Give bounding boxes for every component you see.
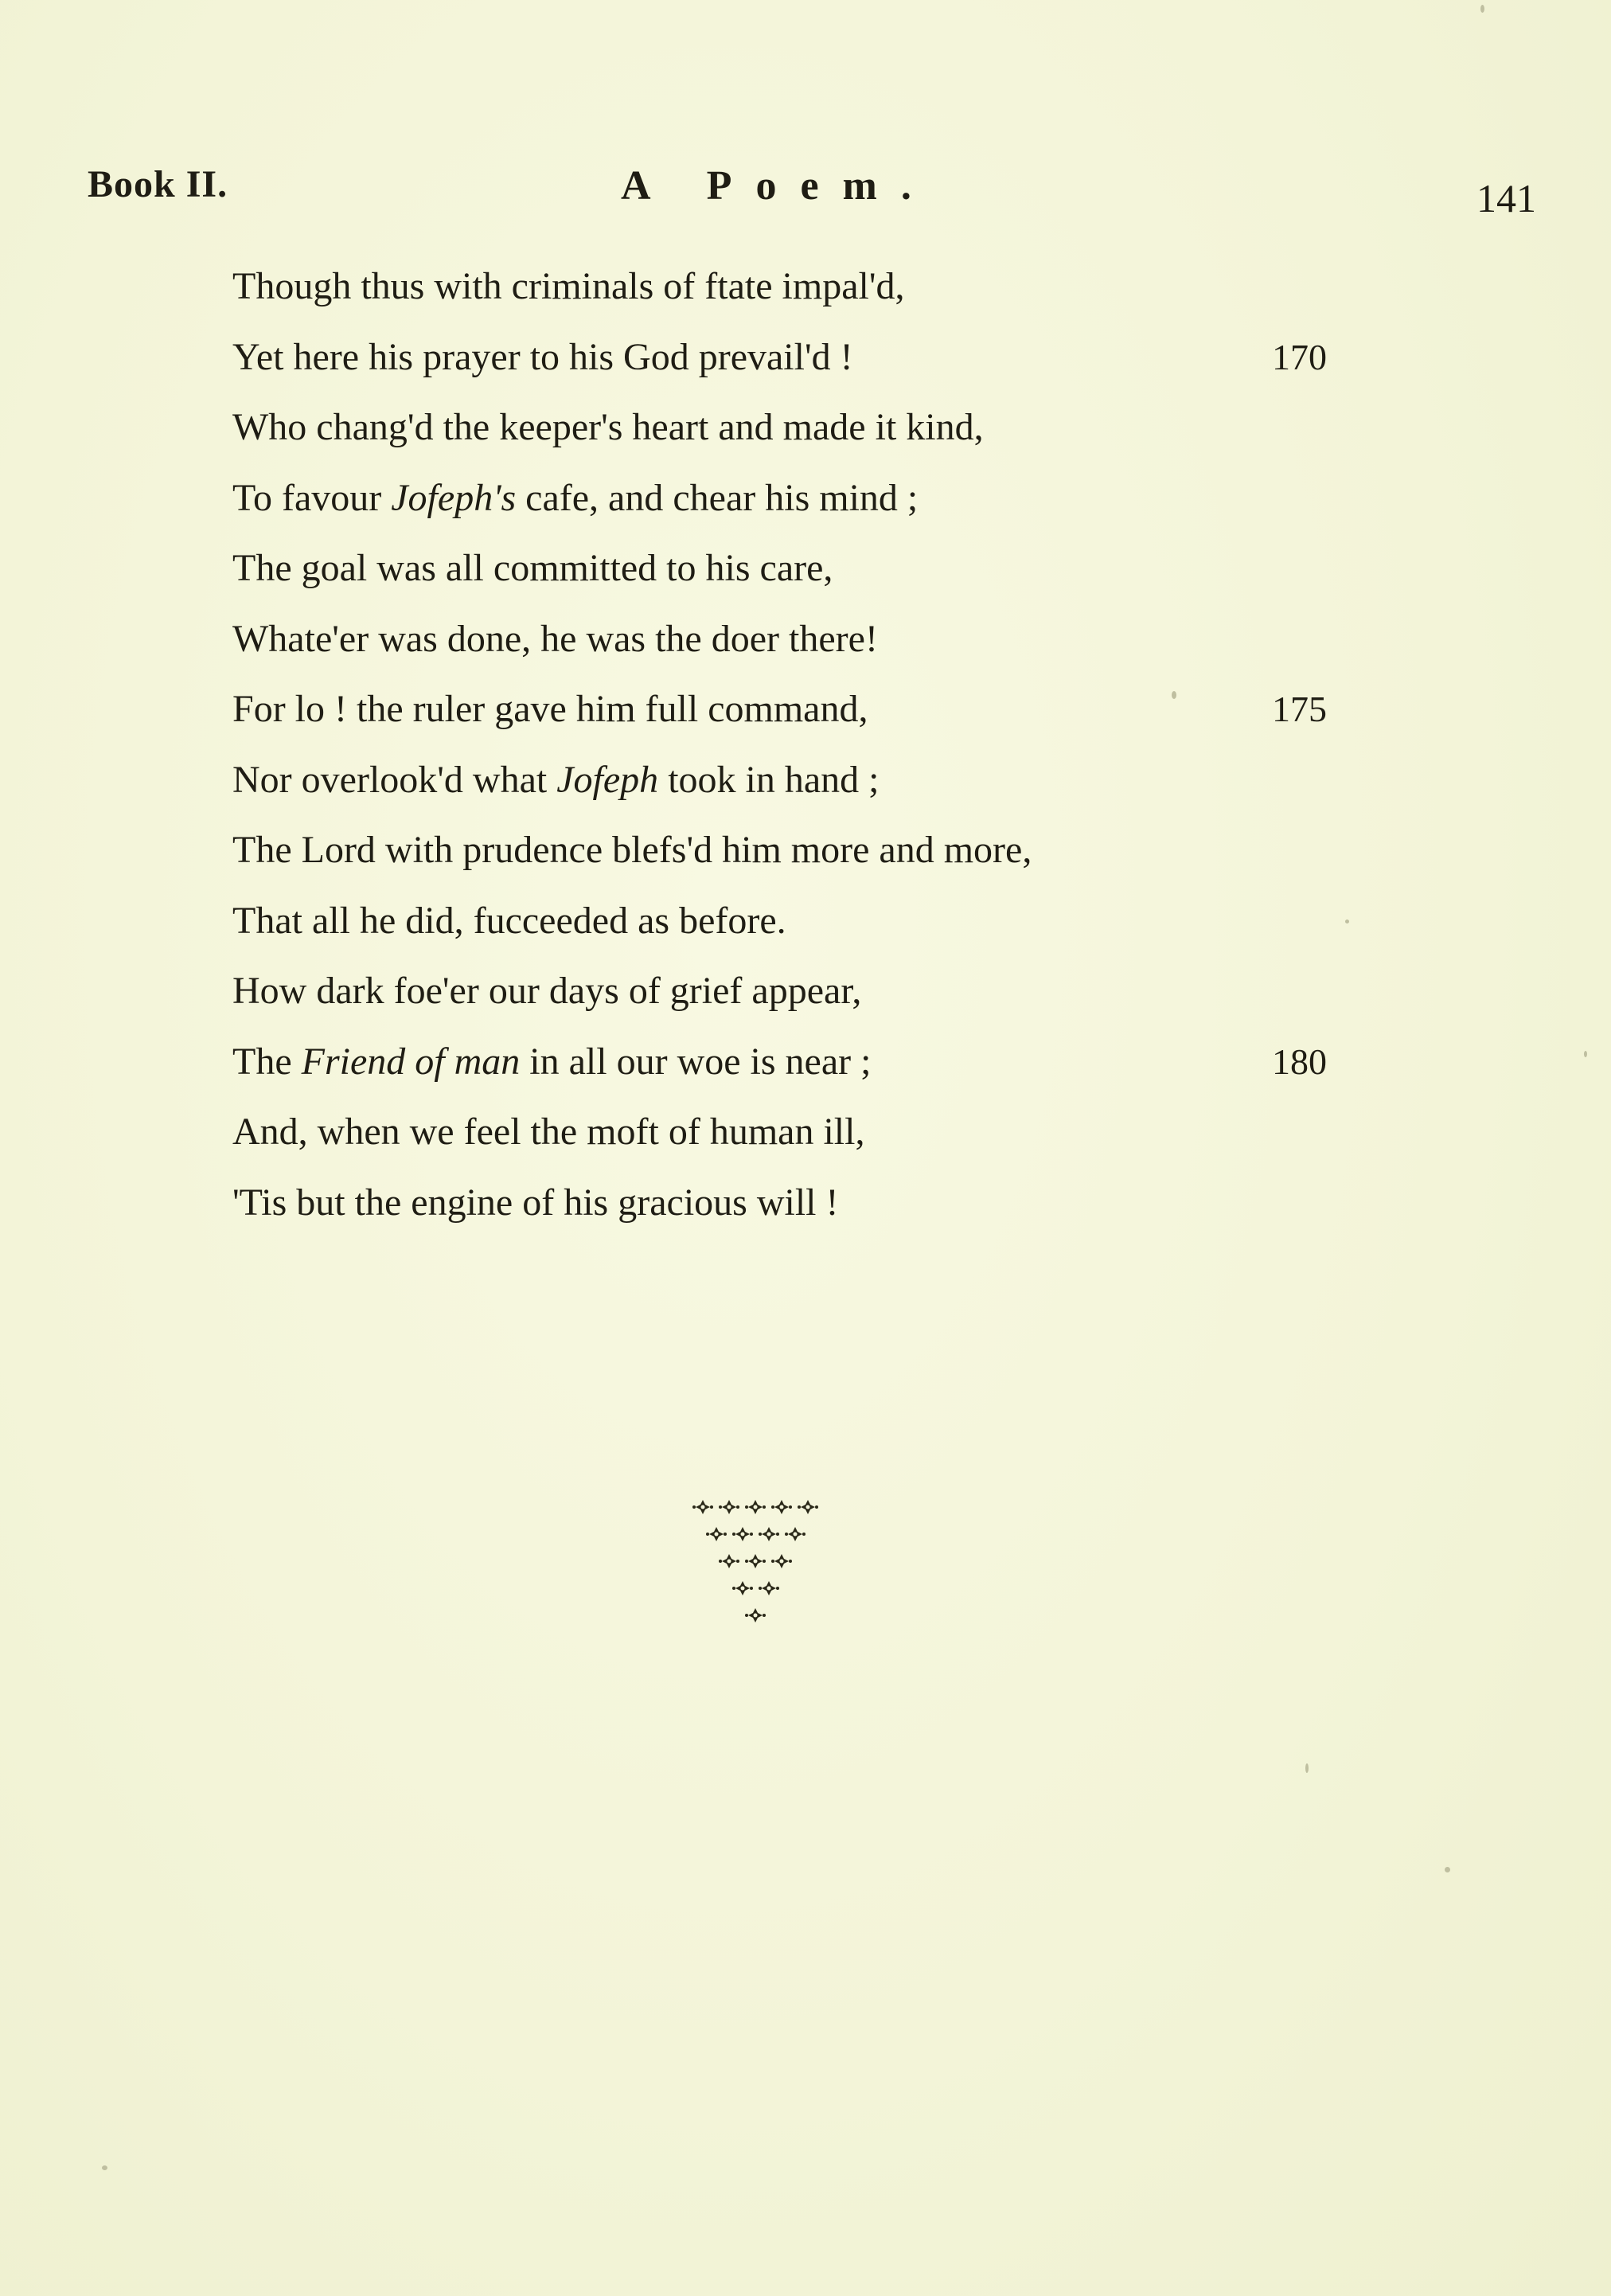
line-text-italic: Jofeph (556, 758, 659, 801)
book-label: Book II. (88, 163, 228, 205)
poem-line (232, 886, 1442, 957)
poem-text (232, 252, 1442, 1238)
line-text-after: in all our woe is near ; (520, 1040, 872, 1083)
poem-line (232, 1027, 1442, 1098)
line-text (232, 1027, 871, 1098)
paper-speck (1172, 691, 1176, 699)
line-text (232, 463, 918, 534)
line-text-italic: Friend of man (301, 1040, 521, 1083)
running-title: A Poem. (621, 163, 935, 209)
paper-speck (1584, 1051, 1587, 1057)
running-header (0, 156, 1611, 220)
poem-line (232, 956, 1442, 1027)
line-text: That all he did, fucceeded as before. (232, 899, 786, 942)
line-text: The Lord with prudence blefs'd him more and more, (232, 829, 1032, 871)
line-text: Though thus with criminals of ftate impal'd, (232, 265, 905, 307)
ornament-row-5 (745, 1608, 766, 1622)
paper-speck (1445, 1867, 1450, 1872)
paper-speck (102, 2165, 107, 2170)
poem-line (232, 815, 1442, 886)
line-text: Whate'er was done, he was the doer there! (232, 617, 878, 660)
line-text-after: cafe, and chear his mind ; (516, 476, 919, 519)
poem-line (232, 1168, 1442, 1239)
ornament-row-3 (719, 1554, 792, 1568)
line-number: 180 (1272, 1041, 1327, 1082)
paper-speck (1480, 5, 1484, 13)
line-text-before: The (232, 1040, 302, 1083)
line-text-before: To favour (232, 476, 392, 519)
line-number: 170 (1272, 336, 1327, 377)
poem-line (232, 533, 1442, 604)
poem-line (232, 463, 1442, 534)
poem-line (232, 252, 1442, 322)
poem-line (232, 604, 1442, 675)
line-text: The goal was all committed to his care, (232, 547, 833, 589)
page-number: 141 (1476, 176, 1536, 221)
line-text: And, when we feel the moft of human ill, (232, 1111, 865, 1153)
ornament-row-4 (732, 1581, 779, 1595)
line-text-after: took in hand ; (658, 758, 880, 801)
poem-line (232, 1097, 1442, 1168)
poem-line (232, 322, 1442, 393)
line-text (232, 745, 880, 816)
line-text: Yet here his prayer to his God prevail'd ! (232, 335, 853, 378)
poem-line (232, 392, 1442, 463)
line-text: How dark foe'er our days of grief appear, (232, 970, 862, 1012)
paper-speck (1305, 1763, 1309, 1773)
fleuron-triangle-ornament-icon (688, 1493, 824, 1632)
line-text: Who chang'd the keeper's heart and made it kind, (232, 406, 984, 448)
line-text-italic: Jofeph's (391, 476, 517, 519)
paper-speck (1345, 920, 1349, 923)
ornament-row-1 (692, 1500, 818, 1514)
poem-line (232, 745, 1442, 816)
line-text-before: Nor overlook'd what (232, 758, 557, 801)
poem-line (232, 674, 1442, 745)
line-text: 'Tis but the engine of his gracious will ! (232, 1181, 839, 1224)
ornament-row-2 (706, 1527, 806, 1541)
line-text: For lo ! the ruler gave him full command, (232, 688, 868, 730)
line-number: 175 (1272, 689, 1327, 729)
